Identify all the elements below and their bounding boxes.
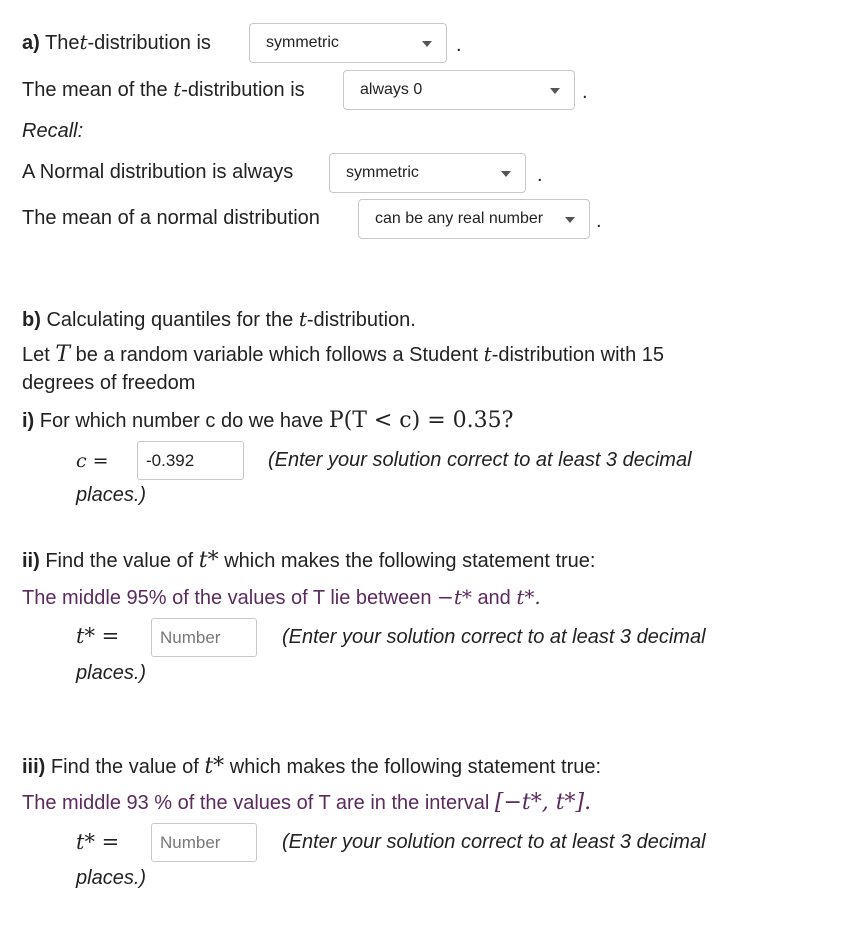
- part-b-intro: [22, 307, 416, 332]
- c-label: c =: [76, 450, 109, 472]
- iii-statement-text: The middle 93 % of the values of T are in the interval: [22, 792, 490, 814]
- ii-statement-line: [22, 585, 541, 610]
- part-a-label: a): [22, 32, 40, 54]
- period: .: [596, 210, 602, 232]
- t-dist-shape-select[interactable]: [249, 23, 447, 63]
- precision-hint: (Enter your solution correct to at least 3 decimal: [282, 831, 706, 853]
- precision-hint-places: places.): [76, 484, 147, 506]
- chevron-down-icon: [501, 171, 511, 177]
- precision-hint-places: places.): [76, 867, 147, 889]
- negative-tstar: −t*: [437, 585, 472, 609]
- iii-statement-line: [22, 790, 591, 815]
- question-ii-text: Find the value of: [45, 550, 194, 572]
- normal-mean-select-value: can be any real number: [375, 210, 544, 227]
- question-iii: [22, 754, 601, 779]
- question-iii-text: Find the value of: [50, 756, 199, 778]
- normal-mean-select[interactable]: [358, 199, 590, 239]
- tstar-symbol: t*: [204, 754, 225, 779]
- precision-hint: (Enter your solution correct to at least 3 decimal: [282, 626, 706, 648]
- t-variable: t: [298, 307, 307, 331]
- precision-hint-places: places.): [76, 662, 147, 684]
- tstar-label: t* =: [76, 830, 120, 854]
- question-i: [22, 408, 513, 433]
- part-b-label: b): [22, 309, 41, 331]
- let-text: be a random variable which follows a Student: [75, 344, 479, 366]
- period: .: [582, 81, 588, 103]
- T-variable: T: [55, 342, 71, 367]
- random-variable-definition: [22, 342, 664, 367]
- c-answer-input[interactable]: -0.392: [137, 441, 244, 480]
- t-dist-mean-prefix: The mean of the: [22, 79, 168, 101]
- part-b-intro-text: Calculating quantiles for the: [46, 309, 294, 331]
- period: .: [537, 164, 543, 186]
- precision-hint: (Enter your solution correct to at least 3 decimal: [268, 449, 692, 471]
- probability-expression: P(T < c) = 0.35?: [328, 408, 514, 433]
- chevron-down-icon: [550, 88, 560, 94]
- t-variable: t: [173, 77, 182, 101]
- question-i-text: For which number c do we have: [39, 410, 324, 432]
- question-iii-label: iii): [22, 756, 46, 778]
- chevron-down-icon: [422, 41, 432, 47]
- period: .: [456, 34, 462, 56]
- tstar-symbol: t*: [198, 548, 219, 573]
- question-ii-suffix: which makes the following statement true:: [224, 550, 596, 572]
- ii-statement-text: The middle 95% of the values of T lie between: [22, 587, 432, 609]
- question-ii: [22, 548, 595, 573]
- normal-shape-select-value: symmetric: [346, 164, 419, 181]
- t-dist-shape-line: [22, 30, 211, 55]
- t-dist-mean-select-value: always 0: [360, 81, 423, 98]
- positive-tstar: t*.: [516, 585, 541, 609]
- normal-shape-text: A Normal distribution is always: [22, 161, 294, 183]
- let-prefix: Let: [22, 344, 50, 366]
- let-suffix: -distribution with 15: [491, 344, 664, 366]
- chevron-down-icon: [565, 217, 575, 223]
- t-dist-mean-suffix: -distribution is: [181, 79, 305, 101]
- question-i-label: i): [22, 410, 35, 432]
- question-iii-suffix: which makes the following statement true:: [229, 756, 602, 778]
- tstar-95-input[interactable]: Number: [151, 618, 257, 657]
- part-b-intro-suffix: -distribution.: [306, 309, 416, 331]
- degrees-of-freedom-text: degrees of freedom: [22, 372, 196, 394]
- ii-statement-and: and: [477, 587, 511, 609]
- t-dist-mean-line: [22, 77, 305, 102]
- question-ii-label: ii): [22, 550, 40, 572]
- t-dist-mean-select[interactable]: [343, 70, 575, 110]
- tstar-label: t* =: [76, 624, 120, 648]
- t-dist-shape-suffix: -distribution is: [87, 32, 211, 54]
- t-dist-shape-select-value: symmetric: [266, 34, 339, 51]
- t-variable: t: [483, 342, 492, 366]
- t-dist-shape-prefix: The: [45, 32, 80, 54]
- normal-mean-text: The mean of a normal distribution: [22, 207, 320, 229]
- recall-label: Recall:: [22, 120, 84, 142]
- t-variable: t: [79, 30, 88, 54]
- normal-shape-select[interactable]: [329, 153, 526, 193]
- interval-expression: [−t*, t*].: [494, 790, 592, 815]
- tstar-93-input[interactable]: Number: [151, 823, 257, 862]
